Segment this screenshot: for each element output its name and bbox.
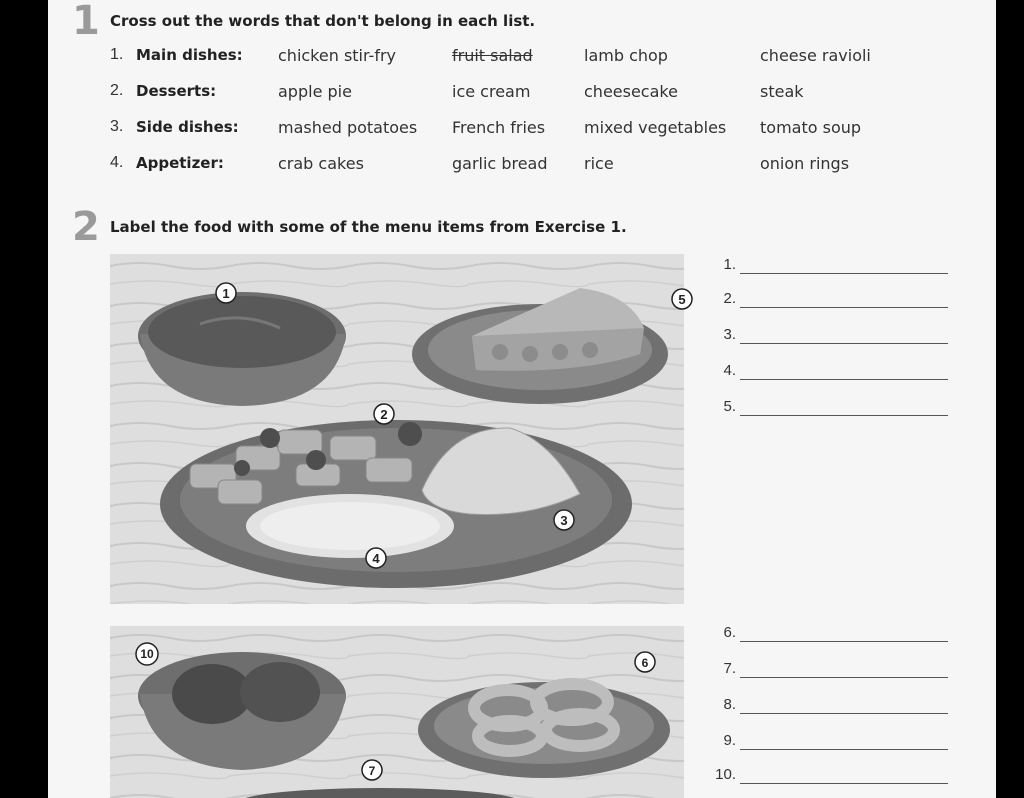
marker-4 — [366, 548, 386, 568]
word-option[interactable]: mashed potatoes — [278, 118, 418, 137]
answer-number: 9. — [723, 732, 736, 749]
word-option[interactable]: steak — [760, 82, 804, 101]
answer-line-1[interactable] — [716, 256, 948, 278]
answer-line-6[interactable] — [716, 624, 948, 646]
row-number: 1. — [110, 46, 124, 63]
answer-number: 3. — [723, 326, 736, 343]
answer-line-9[interactable] — [716, 732, 948, 754]
word-option[interactable]: onion rings — [760, 154, 850, 173]
answer-number: 2. — [723, 290, 736, 307]
answer-number: 6. — [723, 624, 736, 641]
answer-number: 8. — [723, 696, 736, 713]
word-option[interactable]: ice cream — [452, 82, 531, 101]
svg-text:3: 3 — [560, 513, 568, 528]
row-label: Desserts: — [136, 82, 217, 100]
svg-text:7: 7 — [368, 764, 376, 778]
word-option[interactable]: garlic bread — [452, 154, 548, 173]
answer-number: 1. — [723, 256, 736, 273]
row-label: Appetizer: — [136, 154, 224, 172]
word-option[interactable]: French fries — [452, 118, 546, 137]
word-option[interactable]: cheesecake — [584, 82, 678, 101]
word-option[interactable]: rice — [584, 154, 614, 173]
answer-line-2[interactable] — [716, 290, 948, 312]
onion-rings-plate — [418, 682, 670, 778]
answer-line-10[interactable] — [716, 766, 948, 788]
word-option[interactable]: lamb chop — [584, 46, 668, 65]
row-number: 4. — [110, 154, 124, 171]
marker-6 — [635, 652, 655, 672]
answer-line-5[interactable] — [716, 398, 948, 420]
answer-number: 7. — [723, 660, 736, 677]
marker-5 — [672, 289, 692, 309]
svg-text:2: 2 — [380, 407, 388, 422]
exercise-2-number: 2 — [72, 204, 100, 250]
word-option[interactable]: mixed vegetables — [584, 118, 727, 137]
exercise-1-instruction: Cross out the words that don't belong in each list. — [110, 12, 536, 30]
marker-10 — [136, 643, 158, 665]
answer-number: 5. — [723, 398, 736, 415]
exercise-1-number: 1 — [72, 0, 100, 44]
svg-text:4: 4 — [372, 551, 380, 566]
food-picture-top — [110, 254, 684, 604]
answer-line-7[interactable] — [716, 660, 948, 682]
svg-text:6: 6 — [641, 656, 649, 670]
marker-3 — [554, 510, 574, 530]
row-label: Main dishes: — [136, 46, 243, 64]
svg-text:10: 10 — [140, 647, 154, 661]
exercise-2-instruction: Label the food with some of the menu items from Exercise 1. — [110, 218, 627, 236]
svg-text:5: 5 — [678, 292, 686, 307]
worksheet-page — [48, 0, 996, 798]
marker-1 — [216, 283, 236, 303]
answer-line-3[interactable] — [716, 326, 948, 348]
row-number: 3. — [110, 118, 124, 135]
answer-line-4[interactable] — [716, 362, 948, 384]
marker-7 — [362, 760, 382, 780]
crossed-word[interactable]: fruit salad — [452, 46, 533, 65]
word-option[interactable]: tomato soup — [760, 118, 862, 137]
word-option[interactable]: cheese ravioli — [760, 46, 871, 65]
word-option[interactable]: apple pie — [278, 82, 352, 101]
answer-line-8[interactable] — [716, 696, 948, 718]
svg-text:1: 1 — [222, 286, 230, 301]
answer-number: 10. — [715, 766, 736, 783]
dinner-plate — [160, 420, 632, 588]
word-option[interactable]: chicken stir-fry — [278, 46, 397, 65]
food-picture-bottom — [110, 626, 684, 798]
answer-number: 4. — [723, 362, 736, 379]
row-number: 2. — [110, 82, 124, 99]
row-label: Side dishes: — [136, 118, 239, 136]
word-option[interactable]: crab cakes — [278, 154, 364, 173]
marker-2 — [374, 404, 394, 424]
